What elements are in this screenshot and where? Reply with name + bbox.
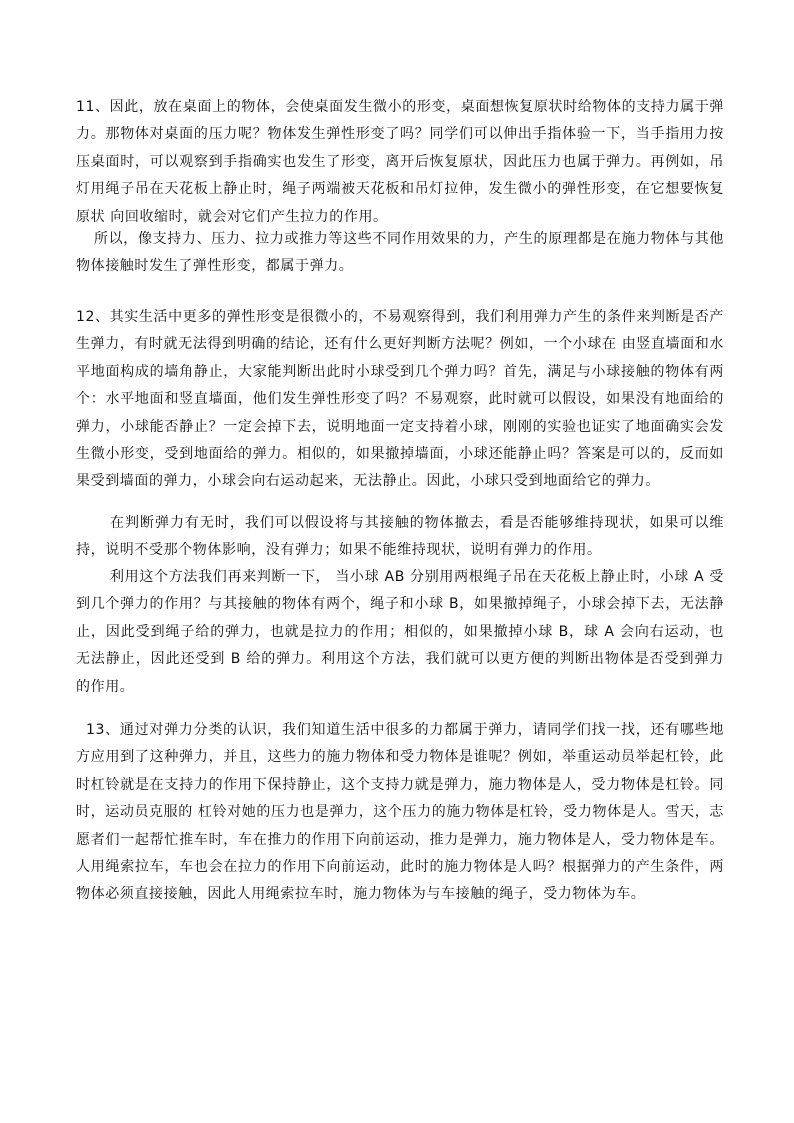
paragraph-11: 11、因此，放在桌面上的物体，会使桌面发生微小的形变，桌面想恢复原状时给物体的支持力属于弹力。那物体对桌面的压力呢？物体发生弹性形变了吗？同学们可以伸出手指体验一下，当手指用力按压桌面时，可以观察到手指确实也发生了形变，离开后恢复原状，因此压力也属于弹力。再例如，吊灯用绳子吊在天花板上静止时，绳子两端被天花板和吊灯拉伸，发生微小的弹性形变，在它想要恢复原状 向回收缩时，就会对它们产生拉力的作用。 bbox=[76, 99, 724, 225]
paragraph-12-example: 利用这个方法我们再来判断一下， 当小球 AB 分别用两根绳子吊在天花板上静止时，小球 A 受到几个弹力的作用？与其接触的物体有两个，绳子和小球 B，如果撤掉绳子，小球会掉下去，无法静止，因此受到绳子给的弹力，也就是拉力的作用；相似的，如果撤掉小球 B，球 A 会向右运动，也无法静止，因此还受到 B 给的弹力。利用这个方法，我们就可以更方便的判断出物体是否受到弹力的作用。 bbox=[76, 569, 724, 695]
paragraph-12: 12、其实生活中更多的弹性形变是很微小的，不易观察得到，我们利用弹力产生的条件来判断是否产生弹力，有时就无法得到明确的结论，还有什么更好判断方法呢？例如，一个小球在 由竖直墙面和水平地面构成的墙角静止，大家能判断出此时小球受到几个弹力吗？首先，满足与小球接触的物体有两个：水平地面和竖直墙面，他们发生弹性形变了吗？不易观察，此时就可以假设，如果没有地面给的弹力，小球能否静止？一定会掉下去，说明地面一定支持着小球，刚刚的实验也证实了地面确实会发生微小形变，受到地面给的弹力。相似的，如果撤掉墙面，小球还能静止吗？答案是可以的，反而如果受到墙面的弹力，小球会向右运动起来，无法静止。因此，小球只受到地面给它的弹力。 bbox=[76, 309, 724, 490]
paragraph-12-method: 在判断弹力有无时，我们可以假设将与其接触的物体撤去，看是否能够维持现状，如果可以维持，说明不受那个物体影响，没有弹力；如果不能维持现状，说明有弹力的作用。 bbox=[76, 515, 724, 559]
paragraph-11-summary: 所以，像支持力、压力、拉力或推力等这些不同作用效果的力，产生的原理都是在施力物体与其他物体接触时发生了弹性形变，都属于弹力。 bbox=[76, 231, 724, 275]
paragraph-13: 13、通过对弹力分类的认识，我们知道生活中很多的力都属于弹力，请同学们找一找，还有哪些地方应用到了这种弹力，并且，这些力的施力物体和受力物体是谁呢？例如，举重运动员举起杠铃，此时杠铃就是在支持力的作用下保持静止，这个支持力就是弹力，施力物体是人，受力物体是杠铃。同时，运动员克服的 杠铃对她的压力也是弹力，这个压力的施力物体是杠铃，受力物体是人。雪天，志愿者们一起帮忙推车时，车在推力的作用下向前运动，推力是弹力，施力物体是人，受力物体是车。人用绳索拉车，车也会在拉力的作用下向前运动，此时的施力物体是人吗？根据弹力的产生条件，两物体必须直接接触，因此人用绳索拉车时，施力物体为与车接触的绳子，受力物体为车。 bbox=[76, 722, 724, 903]
